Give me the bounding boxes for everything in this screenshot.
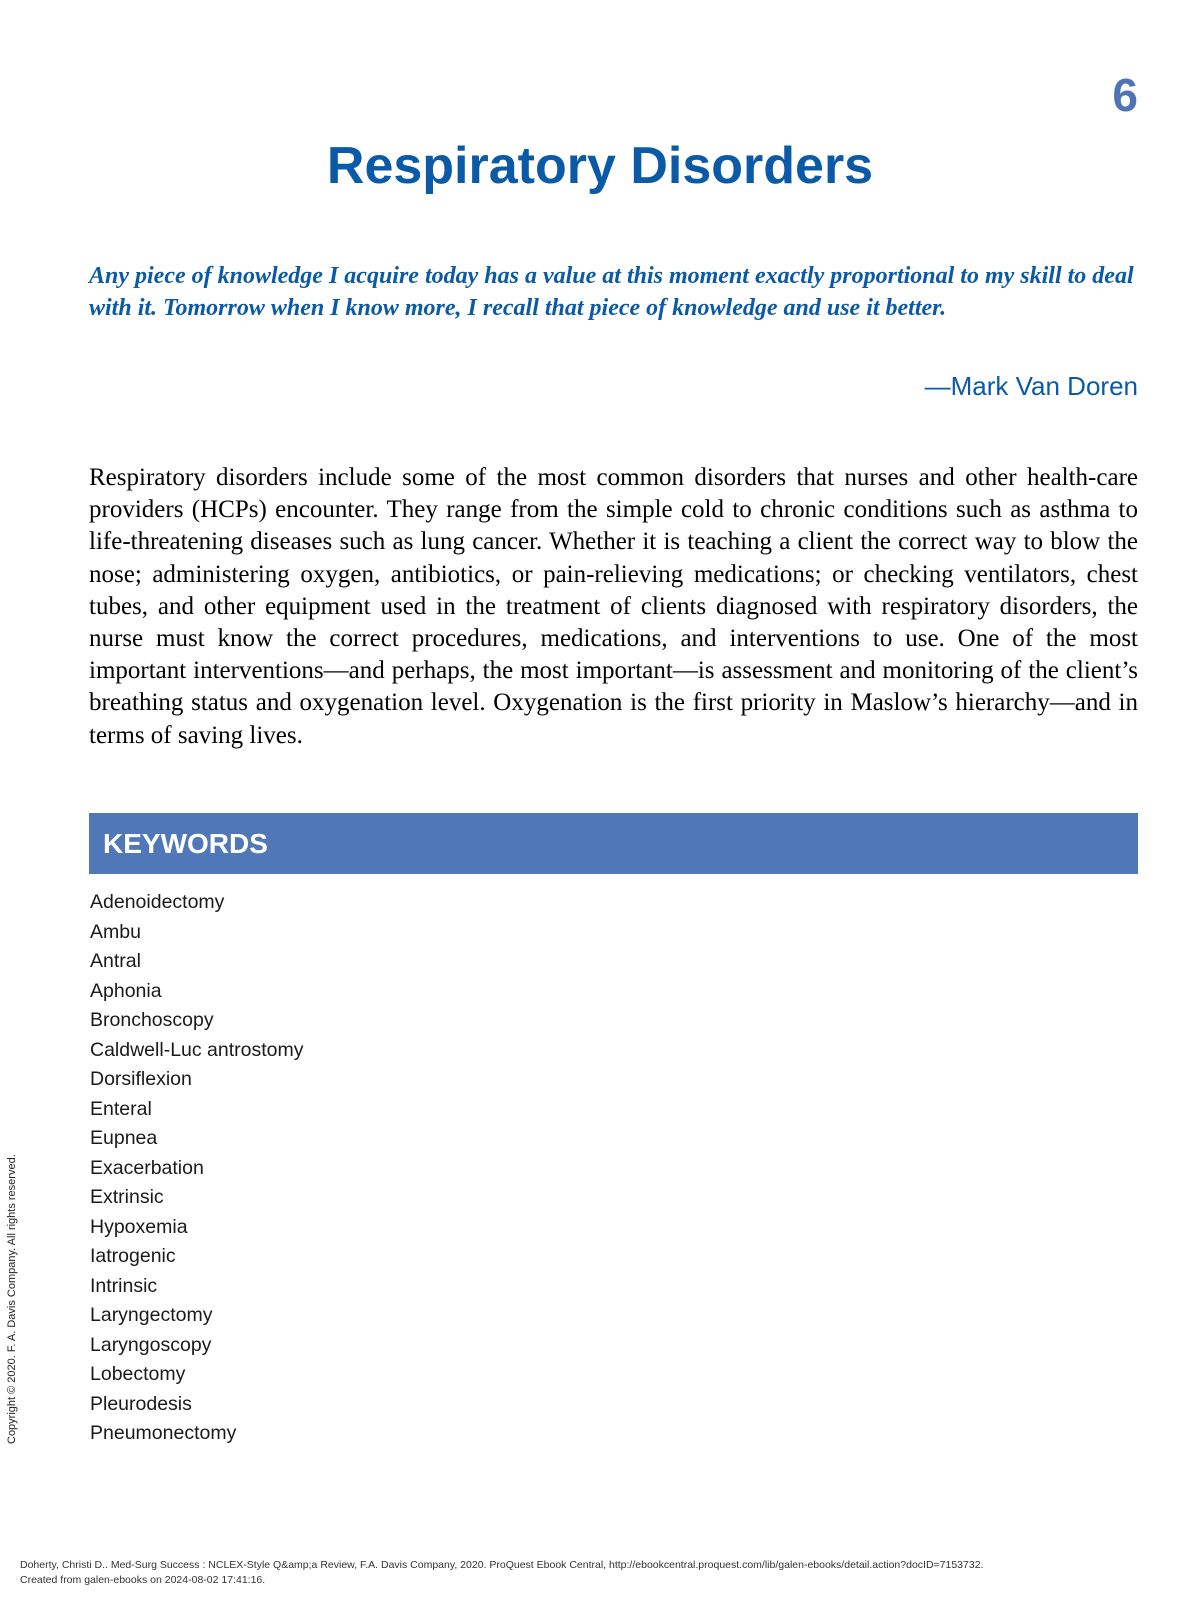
- chapter-title: Respiratory Disorders: [326, 137, 874, 195]
- keyword-item: Extrinsic: [90, 1186, 164, 1208]
- footer-created-line: Created from galen-ebooks on 2024-08-02 17:41:16.: [20, 1574, 266, 1586]
- keywords-banner: [89, 813, 1138, 874]
- keyword-item: Pleurodesis: [90, 1392, 192, 1415]
- keyword-item: Dorsiflexion: [90, 1068, 192, 1090]
- keyword-item: Hypoxemia: [90, 1215, 188, 1238]
- keywords-heading: KEYWORDS: [103, 828, 268, 859]
- keyword-item: Eupnea: [90, 1127, 158, 1149]
- keyword-item: Laryngoscopy: [90, 1333, 212, 1356]
- keyword-item: Laryngectomy: [90, 1304, 213, 1326]
- epigraph-attribution: —Mark Van Doren: [924, 371, 1138, 401]
- keyword-item: Bronchoscopy: [90, 1009, 214, 1031]
- copyright-notice: Copyright © 2020. F. A. Davis Company. All rights reserved.: [6, 1154, 18, 1444]
- keyword-item: Intrinsic: [90, 1274, 158, 1297]
- keyword-item: Lobectomy: [90, 1363, 186, 1385]
- keyword-list: [90, 888, 304, 1449]
- footer-citation: [20, 1558, 983, 1588]
- footer-citation-line: Doherty, Christi D.. Med-Surg Success : NCLEX-Style Q&amp;a Review, F.A. Davis Company, 2020. ProQuest Ebook Central, http://ebookcentral.proquest.com/lib/galen-ebooks/detail.action?docID=7153732.: [20, 1559, 984, 1571]
- intro-paragraph: Respiratory disorders include some of the most common disorders that nurses and other health-care providers (HCPs) encounter. They range from the simple cold to chronic conditions such as asthma to life-threatening diseases such as lung cancer. Whether it is teaching a client the correct way to blow the nose; administering oxygen, antibiotics, or pain-relieving medications; or checking ventilators, chest tubes, and other equipment used in the treatment of clients diagnosed with respiratory disorders, the nurse must know the correct procedures, medications, and interventions to use. One of the most important interventions—and perhaps, the most important—is assessment and monitoring of the client’s breathing status and oxygenation level. Oxygenation is the first priority in Maslow’s hierarchy—and in terms of saving lives.: [89, 464, 1138, 749]
- keyword-item: Caldwell-Luc antrostomy: [90, 1038, 304, 1061]
- epigraph-quote: Any piece of knowledge I acquire today has a value at this moment exactly proportional to my skill to deal with it. Tomorrow when I know more, I recall that piece of knowledge and use it better.: [89, 263, 1134, 321]
- chapter-number: 6: [1112, 69, 1138, 121]
- keyword-item: Exacerbation: [90, 1156, 204, 1179]
- keyword-item: Enteral: [90, 1097, 152, 1120]
- keyword-item: Ambu: [90, 920, 141, 943]
- keyword-item: Aphonia: [90, 979, 162, 1002]
- keyword-item: Iatrogenic: [90, 1245, 176, 1267]
- keyword-item: Pneumonectomy: [90, 1422, 237, 1444]
- keyword-item: Antral: [90, 950, 141, 972]
- keyword-item: Adenoidectomy: [90, 891, 225, 913]
